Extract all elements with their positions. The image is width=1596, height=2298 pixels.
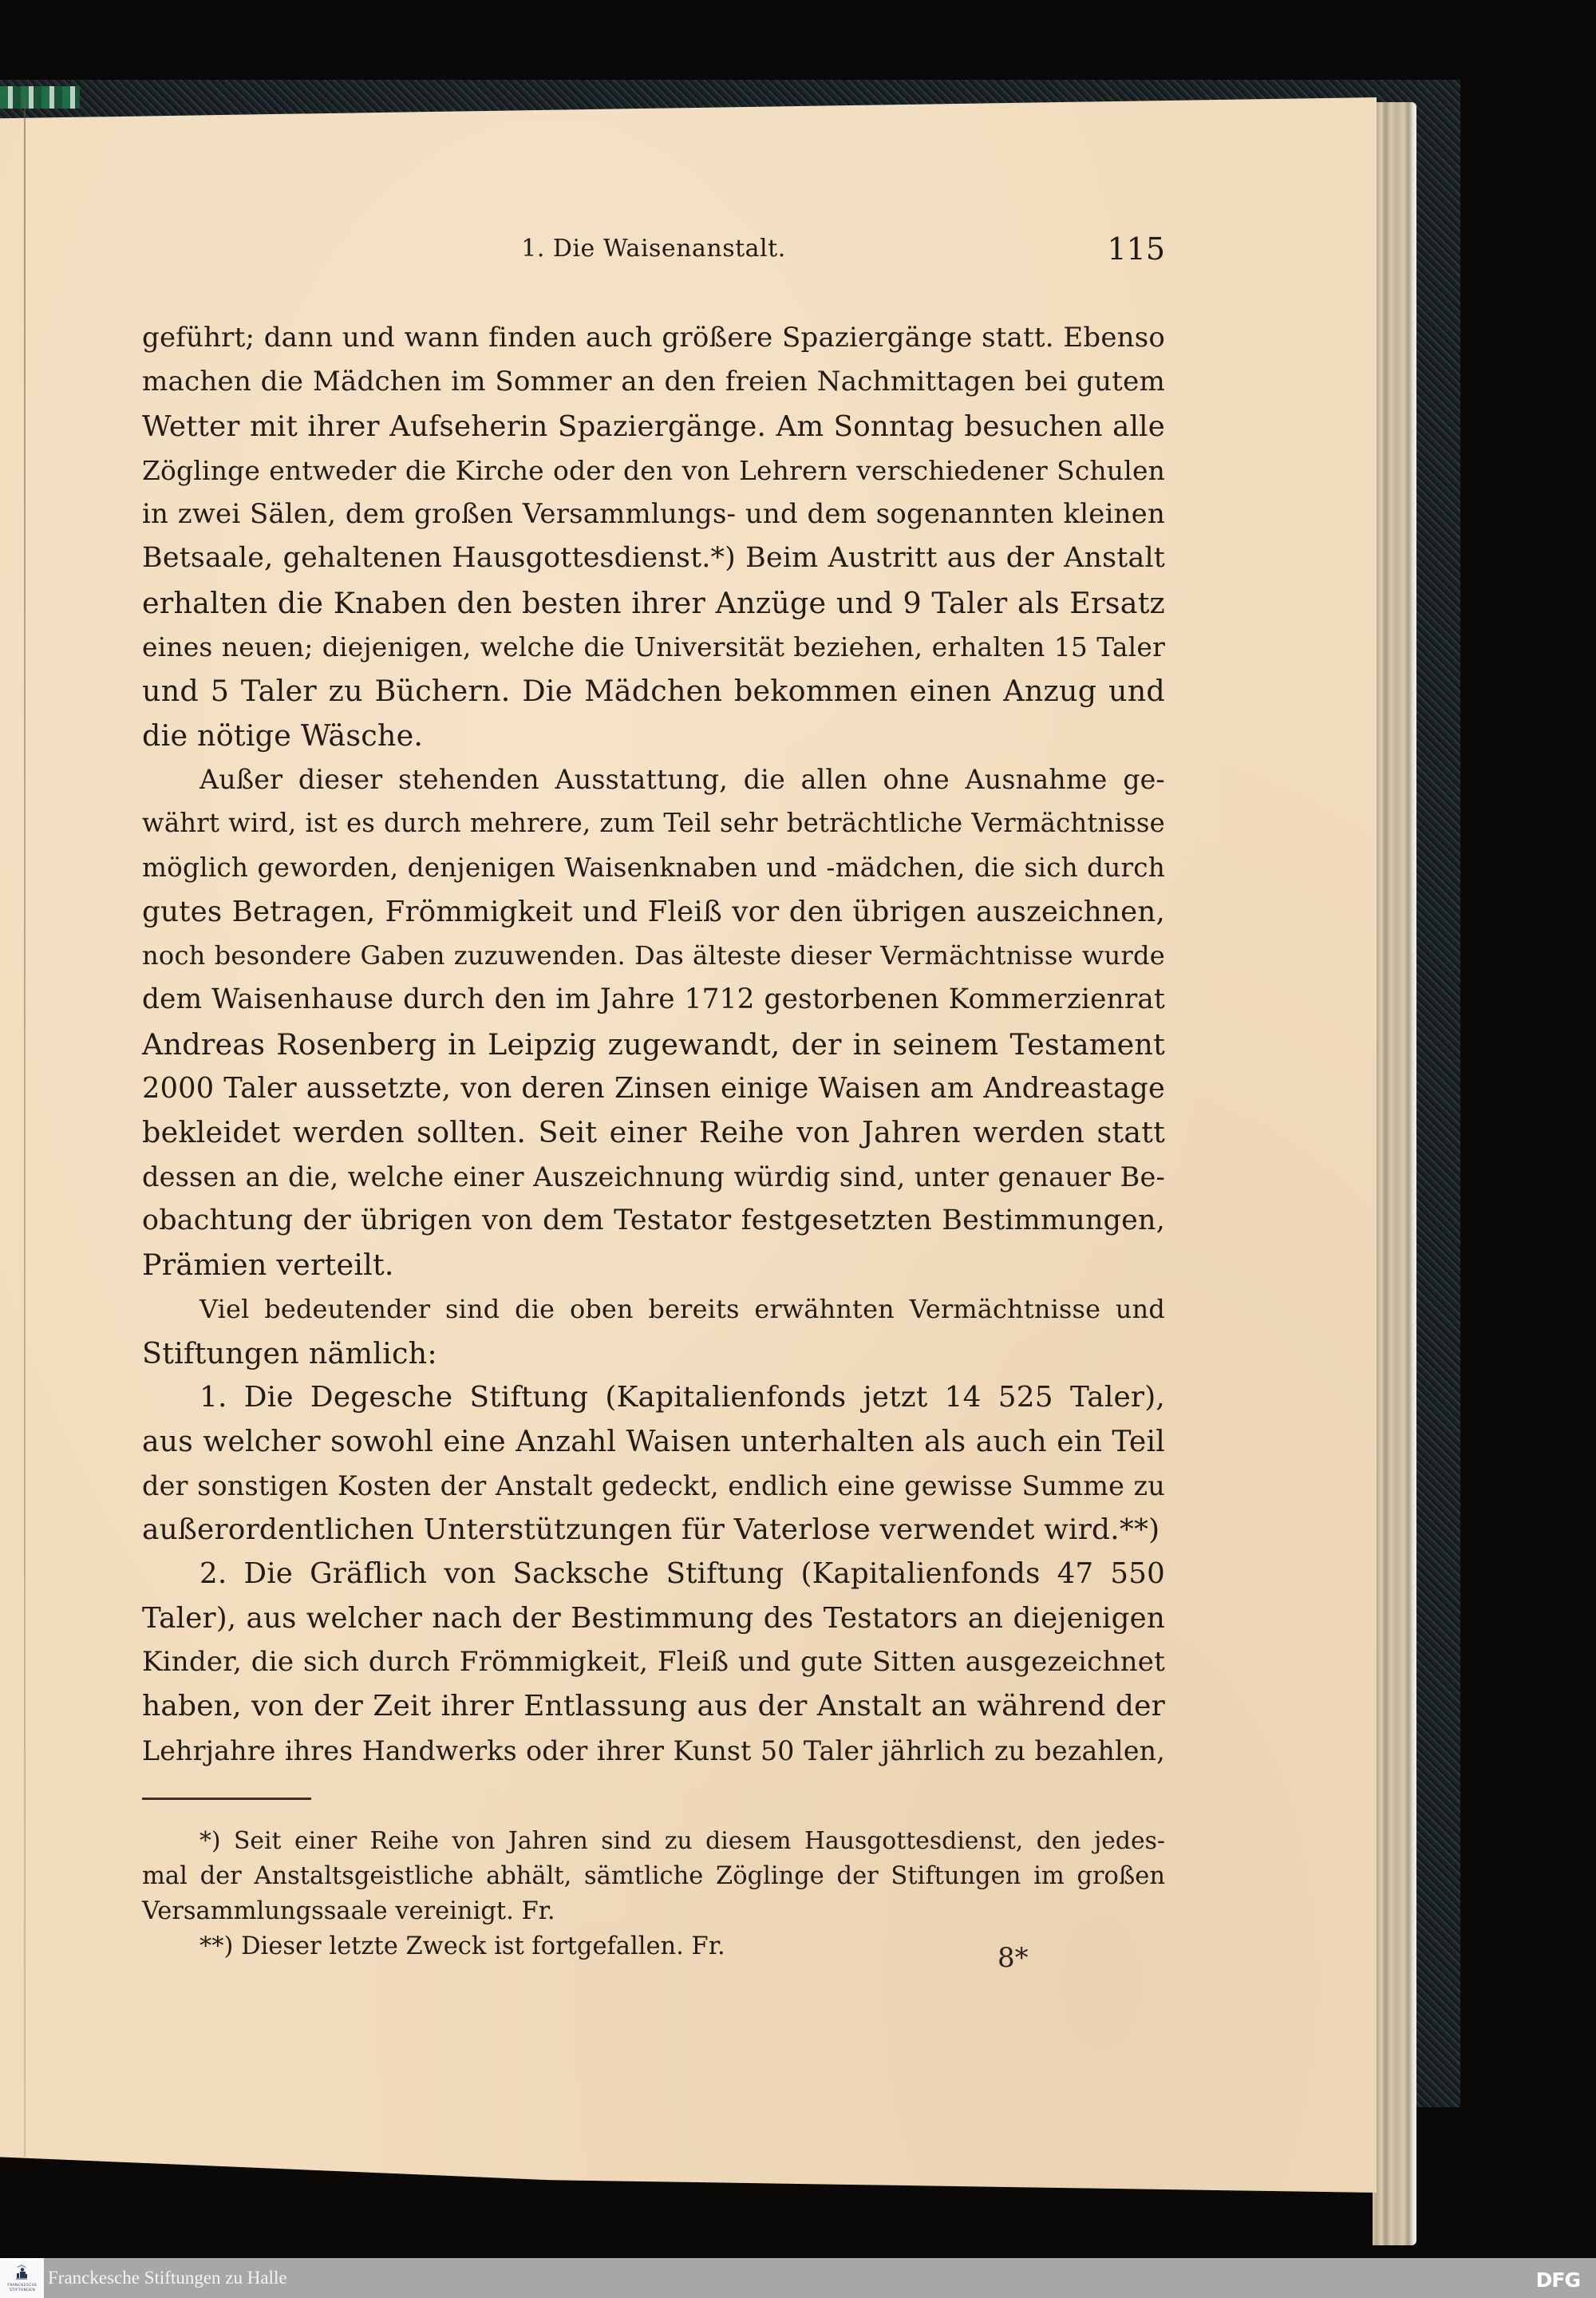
body-text [142, 316, 1165, 1773]
text-line: und 5 Taler zu Büchern. Die Mädchen bekommen einen Anzug und [142, 674, 1165, 709]
text-line: Außer dieser stehenden Ausstattung, die allen ohne Ausnahme ge- [200, 763, 1165, 795]
footnote-line: **) Dieser letzte Zweck ist fortgefallen. Fr. [200, 1932, 725, 1960]
page-gutter-fold [24, 97, 26, 2157]
footnote-1 [142, 1824, 1165, 1929]
text-line: haben, von der Zeit ihrer Entlassung aus der Anstalt an während der [142, 1690, 1165, 1723]
running-head [142, 231, 1165, 279]
text-line: 2. Die Gräflich von Sacksche Stiftung (Kapitalienfonds 47 550 [200, 1557, 1165, 1591]
paragraph [142, 1287, 1165, 1376]
text-line: geführt; dann und wann finden auch größere Spaziergänge statt. Ebenso [142, 322, 1165, 354]
text-line: Zöglinge entweder die Kirche oder den von Lehrern verschiedener Schulen [142, 454, 1165, 486]
text-line: Betsaale, gehaltenen Hausgottesdienst.*) Beim Austritt aus der Anstalt [142, 542, 1165, 575]
footnote-line: Versammlungssaale vereinigt. Fr. [142, 1897, 555, 1925]
francke-logo-text: FRANCKESCHE STIFTUNGEN [7, 2284, 38, 2292]
paragraph [142, 316, 1165, 757]
text-line: 2000 Taler aussetzte, von deren Zinsen einige Waisen am Andreastage [142, 1072, 1165, 1105]
text-line: aus welcher sowohl eine Anzahl Waisen unterhalten als auch ein Teil [142, 1424, 1165, 1459]
text-line: bekleidet werden sollten. Seit einer Reihe von Jahren werden statt [142, 1115, 1165, 1150]
running-title: 1. Die Waisenanstalt. [521, 235, 786, 263]
text-line: Viel bedeutender sind die oben bereits erwähnten Vermächtnisse und [200, 1293, 1165, 1324]
text-line: obachtung der übrigen von dem Testator festgesetzten Bestimmungen, [142, 1204, 1165, 1236]
text-line: außerordentlichen Unterstützungen für Vaterlose verwendet wird.**) [142, 1513, 1160, 1547]
text-line: Lehrjahre ihres Handwerks oder ihrer Kunst 50 Taler jährlich zu bezahlen, [142, 1734, 1165, 1766]
francke-logo [0, 2258, 44, 2298]
paragraph [142, 757, 1165, 1287]
footnote-divider [142, 1798, 311, 1800]
text-line: Kinder, die sich durch Frömmigkeit, Fleiß und gute Sitten ausgezeichnet [142, 1645, 1165, 1678]
text-line: eines neuen; diejenigen, welche die Universität beziehen, erhalten 15 Taler [142, 631, 1165, 663]
text-line: Taler), aus welcher nach der Bestimmung des Testators an diejenigen [142, 1601, 1165, 1635]
text-line: dessen an die, welche einer Auszeichnung würdig sind, unter genauer Be- [142, 1161, 1165, 1193]
text-line: Andreas Rosenberg in Leipzig zugewandt, der in seinem Testament [142, 1026, 1165, 1062]
text-line: der sonstigen Kosten der Anstalt gedeckt, endlich eine gewisse Summe zu [142, 1469, 1165, 1501]
page-stack-edges [1373, 102, 1416, 2245]
institution-name: Franckesche Stiftungen zu Halle [48, 2268, 287, 2288]
text-line: 1. Die Degesche Stiftung (Kapitalienfonds jetzt 14 525 Taler), [200, 1381, 1165, 1414]
text-line: Prämien verteilt. [142, 1248, 394, 1283]
text-line: möglich geworden, denjenigen Waisenknaben und -mädchen, die sich durch [142, 852, 1165, 883]
list-item-degesche-stiftung [142, 1375, 1165, 1552]
footer-bar [0, 2258, 1596, 2298]
text-line: dem Waisenhause durch den im Jahre 1712 gestorbenen Kommerzienrat [142, 983, 1165, 1016]
list-item-sacksche-stiftung [142, 1552, 1165, 1772]
text-line: in zwei Sälen, dem großen Versammlungs- und dem sogenannten kleinen [142, 499, 1165, 531]
book-cover-edge-decoration [0, 86, 80, 109]
text-line: die nötige Wäsche. [142, 718, 424, 753]
text-line: erhalten die Knaben den besten ihrer Anzüge und 9 Taler als Ersatz [142, 585, 1165, 620]
text-line: Wetter mit ihrer Aufseherin Spaziergänge. Am Sonntag besuchen alle [142, 409, 1165, 443]
text-line: Stiftungen nämlich: [142, 1335, 437, 1370]
text-line: machen die Mädchen im Sommer an den freien Nachmittagen bei gutem [142, 366, 1165, 398]
text-line: noch besondere Gaben zuzuwenden. Das älteste dieser Vermächtnisse wurde [142, 940, 1165, 971]
francke-figure-icon [16, 2264, 27, 2280]
signature-mark: 8* [998, 1942, 1029, 1974]
page-content [142, 231, 1165, 1964]
page-number: 115 [1107, 231, 1165, 267]
dfg-logo: DFG [1535, 2268, 1580, 2292]
footnote-line: *) Seit einer Reihe von Jahren sind zu diesem Hausgottesdienst, den jedes- [200, 1826, 1165, 1855]
text-line: gutes Betragen, Frömmigkeit und Fleiß vor den übrigen auszeichnen, [142, 895, 1165, 928]
text-line: währt wird, ist es durch mehrere, zum Teil sehr beträchtliche Vermächtnisse [142, 808, 1165, 839]
footnote-line: mal der Anstaltsgeistliche abhält, sämtliche Zöglinge der Stiftungen im großen [142, 1861, 1165, 1890]
